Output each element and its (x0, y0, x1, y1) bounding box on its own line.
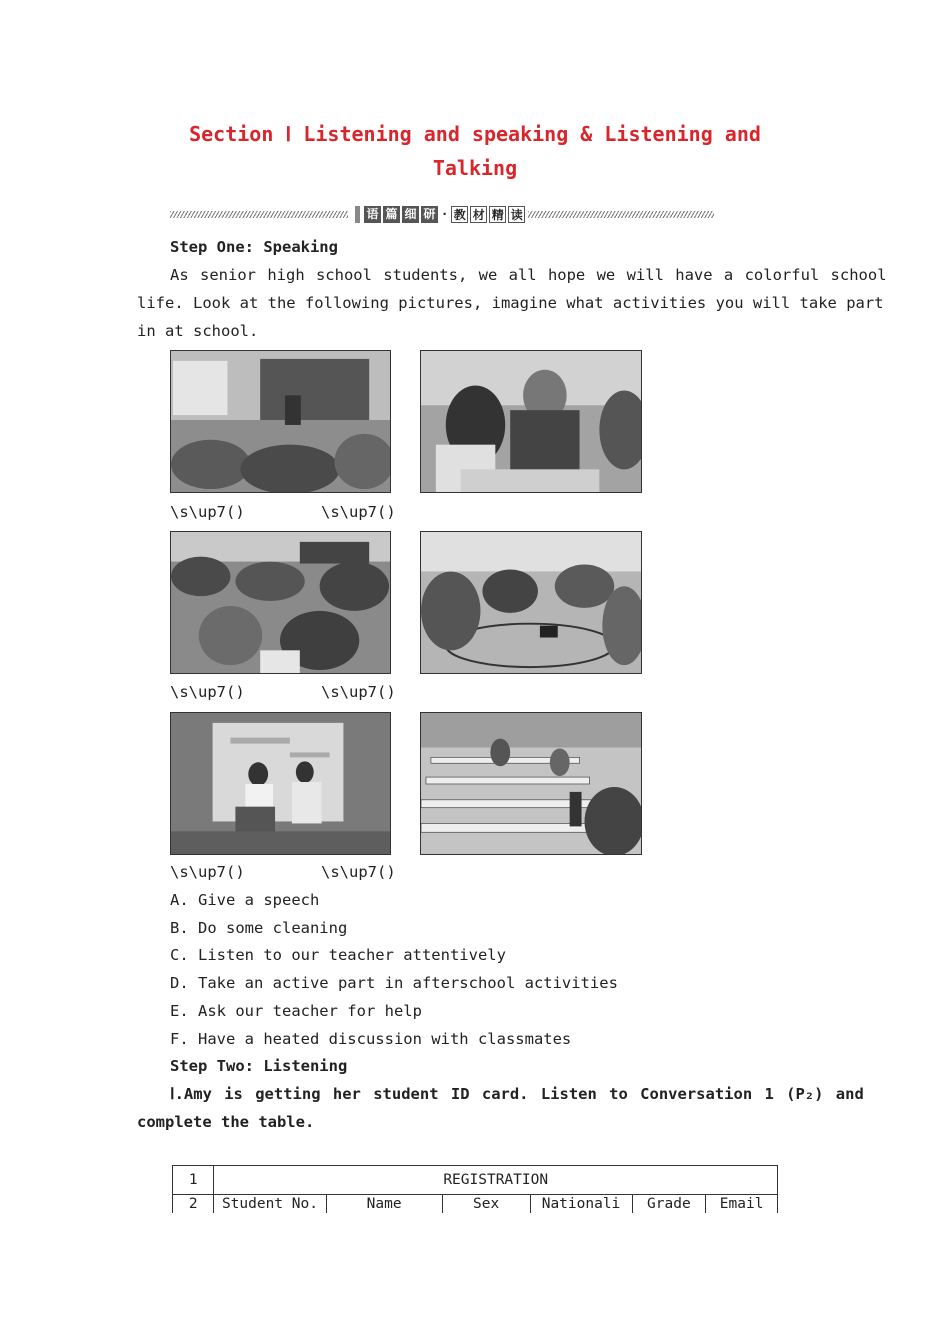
picture-caption: \s\up7() (170, 503, 245, 521)
classroom-lecture-photo (170, 350, 391, 493)
column-header: Sex (442, 1195, 530, 1214)
group-discussion-photo (170, 531, 391, 674)
teacher-helping-students-photo (420, 350, 642, 493)
option-item: D. Take an active part in afterschool activities (170, 974, 618, 992)
banner-char: 精 (489, 206, 506, 223)
section-banner (355, 205, 525, 223)
option-item: F. Have a heated discussion with classmates (170, 1030, 572, 1048)
listening-instruction-line: Ⅰ.Amy is getting her student ID card. Listen to Conversation 1 (P₂) and (170, 1085, 864, 1103)
column-header: Student No. (214, 1195, 326, 1214)
intro-paragraph-line: life. Look at the following pictures, imagine what activities you will take part (137, 294, 884, 312)
table-title: REGISTRATION (214, 1166, 778, 1195)
row-number: 1 (173, 1166, 214, 1195)
page-title: Section Ⅰ Listening and speaking & Listening and (189, 122, 761, 146)
listening-instruction-line: complete the table. (137, 1113, 315, 1131)
picture-caption: \s\up7() (321, 503, 396, 521)
intro-paragraph-line: As senior high school students, we all hope we will have a colorful school (170, 266, 887, 284)
banner-right-rule (528, 211, 714, 218)
picture-caption: \s\up7() (321, 863, 396, 881)
column-header: Grade (632, 1195, 706, 1214)
intro-paragraph-line: in at school. (137, 322, 259, 340)
cleaning-classroom-photo (420, 712, 642, 855)
option-item: C. Listen to our teacher attentively (170, 946, 506, 964)
option-item: E. Ask our teacher for help (170, 1002, 422, 1020)
option-item: B. Do some cleaning (170, 919, 348, 937)
picture-caption: \s\up7() (170, 863, 245, 881)
banner-char: 教 (451, 206, 468, 223)
banner-char: 语 (364, 206, 381, 223)
banner-char: 篇 (383, 206, 400, 223)
banner-mark (355, 206, 360, 223)
giving-speech-photo (170, 712, 391, 855)
registration-table (172, 1165, 778, 1213)
banner-char: 研 (421, 206, 438, 223)
banner-dot: · (441, 207, 449, 221)
banner-char: 材 (470, 206, 487, 223)
banner-char: 读 (508, 206, 525, 223)
column-header: Email (706, 1195, 778, 1214)
column-header: Nationali (530, 1195, 632, 1214)
step-one-heading: Step One: Speaking (170, 238, 338, 256)
banner-char: 细 (402, 206, 419, 223)
picture-caption: \s\up7() (170, 683, 245, 701)
banner-left-rule (170, 211, 348, 218)
robotics-activity-photo (420, 531, 642, 674)
page-title-continued: Talking (432, 156, 518, 180)
row-number: 2 (173, 1195, 214, 1214)
column-header: Name (326, 1195, 442, 1214)
picture-caption: \s\up7() (321, 683, 396, 701)
step-two-heading: Step Two: Listening (170, 1057, 348, 1075)
option-item: A. Give a speech (170, 891, 320, 909)
